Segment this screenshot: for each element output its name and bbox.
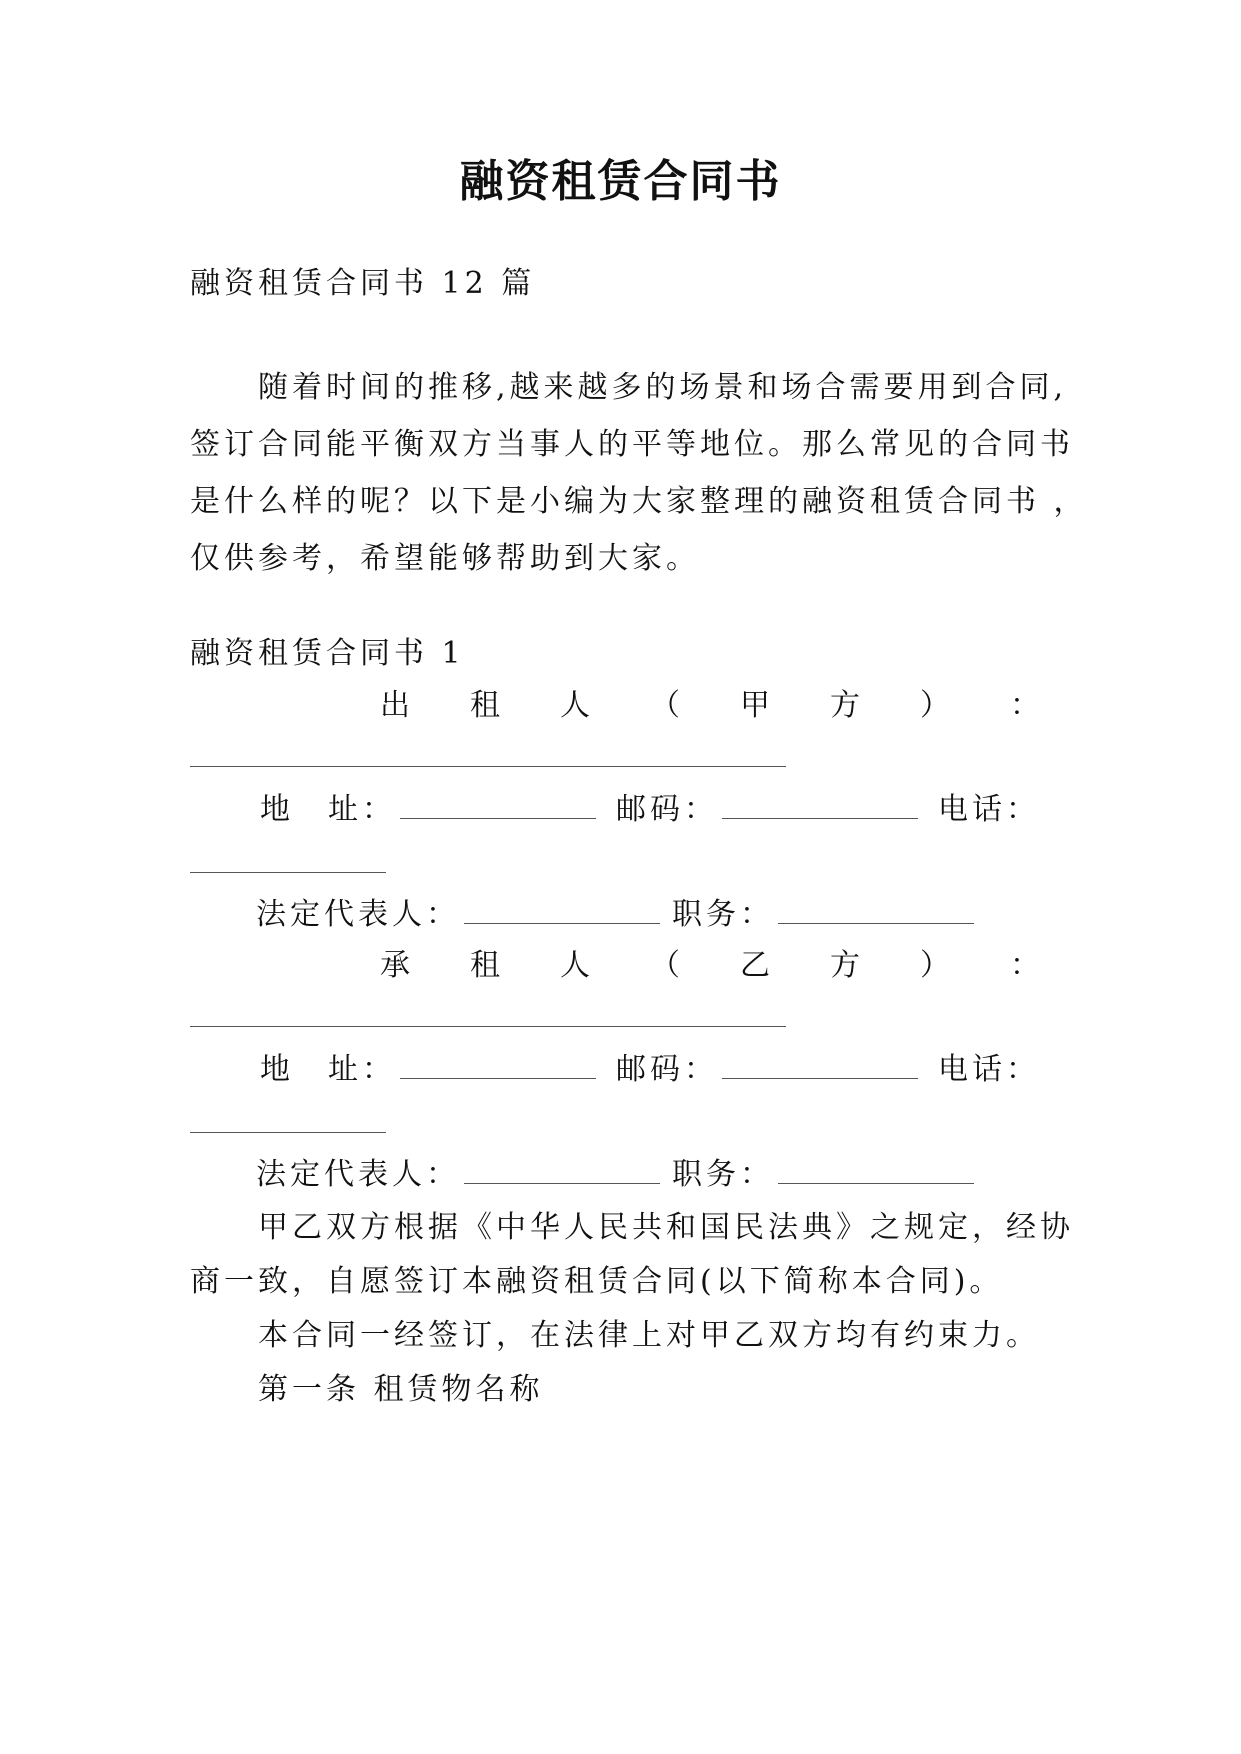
party-b-heading [380, 946, 1040, 986]
party-a-phone-blank[interactable] [190, 872, 386, 873]
party-b-contact-row [260, 1050, 1040, 1090]
party-b-rep-row [256, 1155, 986, 1195]
party-b-heading-char: （ [650, 948, 680, 983]
party-a-heading-char: 甲 [740, 688, 770, 723]
party-b-postcode-blank[interactable] [722, 1054, 918, 1079]
party-a-rep-row [256, 895, 986, 935]
party-a-heading-char: 方 [830, 688, 860, 723]
article-heading: 第一条 租赁物名称 [258, 1372, 544, 1407]
party-a-rep-blank[interactable] [464, 899, 660, 924]
document-subtitle: 融资租赁合同书 12 篇 [190, 266, 536, 301]
party-a-heading-char: 租 [470, 688, 500, 723]
party-b-name-blank[interactable] [190, 1026, 786, 1027]
body-line-2: 商一致，自愿签订本融资租赁合同(以下简称本合同)。 [190, 1264, 1004, 1299]
party-a-address-blank[interactable] [400, 794, 596, 819]
party-a-heading-char: 出 [380, 688, 410, 723]
party-b-title-label: 职务： [672, 1157, 774, 1192]
party-b-phone-blank[interactable] [190, 1132, 386, 1133]
party-a-name-blank[interactable] [190, 766, 786, 767]
party-b-postcode-label: 邮码： [616, 1052, 718, 1087]
intro-line-2: 签订合同能平衡双方当事人的平等地位。那么常见的合同书 [190, 427, 1074, 462]
intro-line-1: 随着时间的推移,越来越多的场景和场合需要用到合同, [258, 370, 1068, 405]
party-a-heading-char: 人 [560, 688, 590, 723]
party-a-postcode-label: 邮码： [616, 792, 718, 827]
party-a-postcode-blank[interactable] [722, 794, 918, 819]
party-b-address-blank[interactable] [400, 1054, 596, 1079]
party-a-title-blank[interactable] [778, 899, 974, 924]
party-b-phone-label: 电话： [938, 1052, 1040, 1087]
party-b-heading-char: 方 [830, 948, 860, 983]
party-b-heading-char: ） [920, 948, 950, 983]
body-line-3: 本合同一经签订，在法律上对甲乙双方均有约束力。 [258, 1318, 1040, 1353]
party-b-heading-char: ： [1010, 948, 1040, 983]
party-b-heading-char: 租 [470, 948, 500, 983]
party-a-contact-row [260, 790, 1040, 830]
party-a-heading [380, 686, 1040, 726]
party-b-rep-label: 法定代表人： [256, 1157, 460, 1192]
party-b-rep-blank[interactable] [464, 1159, 660, 1184]
party-b-title-blank[interactable] [778, 1159, 974, 1184]
party-a-heading-char: ： [1010, 688, 1040, 723]
section-heading: 融资租赁合同书 1 [190, 636, 465, 671]
party-a-heading-char: ） [920, 688, 950, 723]
party-a-title-label: 职务： [672, 897, 774, 932]
party-b-address-label: 地 址： [260, 1052, 396, 1087]
party-b-heading-char: 承 [380, 948, 410, 983]
party-b-heading-char: 乙 [740, 948, 770, 983]
intro-line-4: 仅供参考，希望能够帮助到大家。 [190, 541, 700, 576]
intro-line-3: 是什么样的呢？以下是小编为大家整理的融资租赁合同书 ， [190, 484, 1088, 519]
party-a-rep-label: 法定代表人： [256, 897, 460, 932]
body-line-1: 甲乙双方根据《中华人民共和国民法典》之规定，经协 [258, 1210, 1074, 1245]
party-a-address-label: 地 址： [260, 792, 396, 827]
party-b-heading-char: 人 [560, 948, 590, 983]
party-a-phone-label: 电话： [938, 792, 1040, 827]
document-title: 融资租赁合同书 [459, 156, 782, 207]
party-a-heading-char: （ [650, 688, 680, 723]
